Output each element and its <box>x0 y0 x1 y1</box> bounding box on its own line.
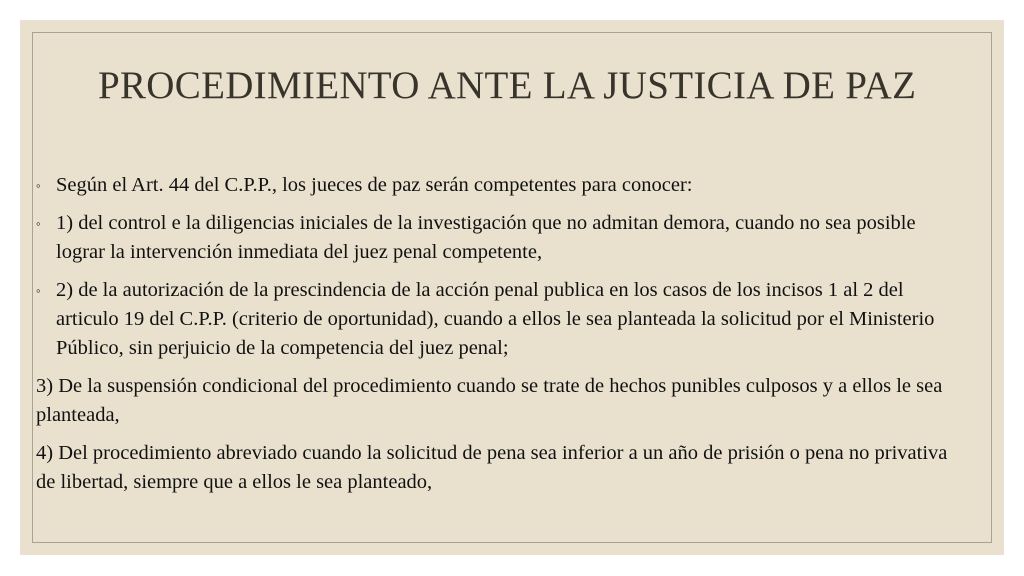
list-item <box>36 209 956 267</box>
bullet-icon: ◦ <box>36 178 41 193</box>
list-item <box>36 171 956 200</box>
slide-body <box>36 171 956 506</box>
slide-title: PROCEDIMIENTO ANTE LA JUSTICIA DE PAZ <box>98 64 917 107</box>
list-item <box>36 372 956 430</box>
list-item <box>36 276 956 363</box>
item-text: 2) de la autorización de la prescindencia de la acción penal publica en los casos de los incisos 1 al 2 del articulo 19 del C.P.P. (criterio de oportunidad), cuando a ellos le sea planteada la solicitud por el Ministerio Público, sin perjuicio de la competencia del juez penal; <box>56 279 935 359</box>
slide <box>20 20 1004 555</box>
bullet-icon: ◦ <box>36 216 41 231</box>
item-text: 4) Del procedimiento abreviado cuando la solicitud de pena sea inferior a un año de prisión o pena no privativa de libertad, siempre que a ellos le sea planteado, <box>36 442 948 493</box>
list-item <box>36 439 956 497</box>
item-text: Según el Art. 44 del C.P.P., los jueces de paz serán competentes para conocer: <box>56 174 693 196</box>
item-text: 1) del control e la diligencias iniciales de la investigación que no admitan demora, cuando no sea posible lograr la intervención inmediata del juez penal competente, <box>56 212 916 263</box>
item-text: 3) De la suspensión condicional del procedimiento cuando se trate de hechos punibles culposos y a ellos le sea planteada, <box>36 375 943 426</box>
bullet-icon: ◦ <box>36 283 41 298</box>
